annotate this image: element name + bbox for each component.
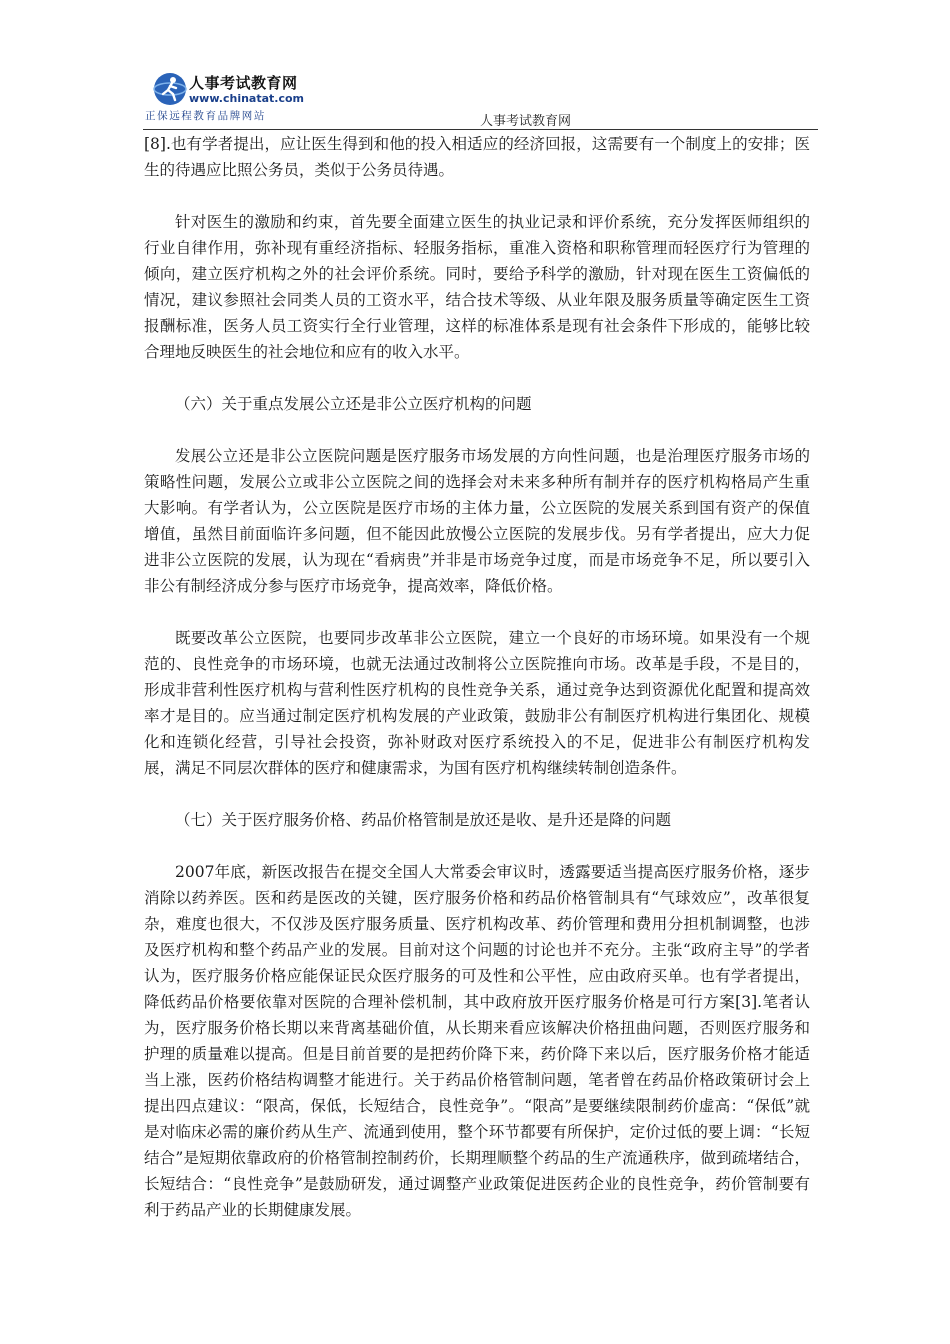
runner-globe-icon bbox=[153, 72, 187, 106]
section-heading: （七）关于医疗服务价格、药品价格管制是放还是收、是升还是降的问题 bbox=[175, 811, 672, 829]
paragraph-gap bbox=[144, 417, 810, 443]
paragraph: 既要改革公立医院，也要同步改革非公立医院，建立一个良好的市场环境。如果没有一个规范的、良性竞争的市场环境，也就无法通过改制将公立医院推向市场。改革是手段，不是目的，形成非营利性医疗机构与营利性医疗机构的良性竞争关系，通过竞争达到资源优化配置和提高效率才是目的。应当通过制定医疗机构发展的产业政策，鼓励非公有制医疗机构进行集团化、规模化和连锁化经营，引导社会投资，弥补财政对医疗系统投入的不足，促进非公有制医疗机构发展，满足不同层次群体的医疗和健康需求，为国有医疗机构继续转制创造条件。 bbox=[144, 629, 810, 777]
logo-title: 人事考试教育网 bbox=[189, 74, 298, 92]
paragraph-gap bbox=[144, 833, 810, 859]
paragraph-gap bbox=[144, 183, 810, 209]
paragraph: [8].也有学者提出，应让医生得到和他的投入相适应的经济回报，这需要有一个制度上的安排；医生的待遇应比照公务员，类似于公务员待遇。 bbox=[144, 135, 810, 179]
document-body bbox=[144, 131, 810, 1223]
header-divider bbox=[143, 129, 818, 130]
logo-url: www.chinatat.com bbox=[189, 92, 304, 105]
paragraph: 2007年底，新医改报告在提交全国人大常委会审议时，透露要适当提高医疗服务价格，逐步消除以药养医。医和药是医改的关键，医疗服务价格和药品价格管制具有“气球效应”，改革很复杂，难度也很大，不仅涉及医疗服务质量、医疗机构改革、药价管理和费用分担机制调整，也涉及医疗机构和整个药品产业的发展。目前对这个问题的讨论也并不充分。主张“政府主导”的学者认为，医疗服务价格应能保证民众医疗服务的可及性和公平性，应由政府买单。也有学者提出，降低药品价格要依靠对医院的合理补偿机制，其中政府放开医疗服务价格是可行方案[3].笔者认为，医疗服务价格长期以来背离基础价值，从长期来看应该解决价格扭曲问题，否则医疗服务和护理的质量难以提高。但是目前首要的是把药价降下来，药价降下来以后，医疗服务价格才能适当上涨，医药价格结构调整才能进行。关于药品价格管制问题，笔者曾在药品价格政策研讨会上提出四点建议：“限高，保低，长短结合，良性竞争”。“限高”是要继续限制药价虚高：“保低”就是对临床必需的廉价药从生产、流通到使用，整个环节都要有所保护，定价过低的要上调：“长短结合”是短期依靠政府的价格管制控制药价，长期理顺整个药品的生产流通秩序，做到疏堵结合，长短结合：“良性竞争”是鼓励研发，通过调整产业政策促进医药企业的良性竞争，药价管制要有利于药品产业的长期健康发展。 bbox=[144, 863, 810, 1219]
paragraph-gap bbox=[144, 365, 810, 391]
paragraph: 针对医生的激励和约束，首先要全面建立医生的执业记录和评价系统，充分发挥医师组织的行业自律作用，弥补现有重经济指标、轻服务指标，重准入资格和职称管理而轻医疗行为管理的倾向，建立医疗机构之外的社会评价系统。同时，要给予科学的激励，针对现在医生工资偏低的情况，建议参照社会同类人员的工资水平，结合技术等级、从业年限及服务质量等确定医生工资报酬标准，医务人员工资实行全行业管理，这样的标准体系是现有社会条件下形成的，能够比较合理地反映医生的社会地位和应有的收入水平。 bbox=[144, 213, 810, 361]
site-logo[interactable] bbox=[143, 62, 303, 124]
section-heading: （六）关于重点发展公立还是非公立医疗机构的问题 bbox=[175, 395, 532, 413]
paragraph-gap bbox=[144, 781, 810, 807]
header-site-name: 人事考试教育网 bbox=[480, 114, 572, 129]
paragraph: 发展公立还是非公立医院问题是医疗服务市场发展的方向性问题，也是治理医疗服务市场的策略性问题，发展公立或非公立医院之间的选择会对未来多种所有制并存的医疗机构格局产生重大影响。有学者认为，公立医院是医疗市场的主体力量，公立医院的发展关系到国有资产的保值增值，虽然目前面临许多问题，但不能因此放慢公立医院的发展步伐。另有学者提出，应大力促进非公立医院的发展，认为现在“看病贵”并非是市场竞争过度，而是市场竞争不足，所以要引入非公有制经济成分参与医疗市场竞争，提高效率，降低价格。 bbox=[144, 447, 810, 595]
page-header bbox=[143, 62, 818, 132]
logo-slogan: 正保远程教育品牌网站 bbox=[145, 110, 266, 122]
paragraph-gap bbox=[144, 599, 810, 625]
